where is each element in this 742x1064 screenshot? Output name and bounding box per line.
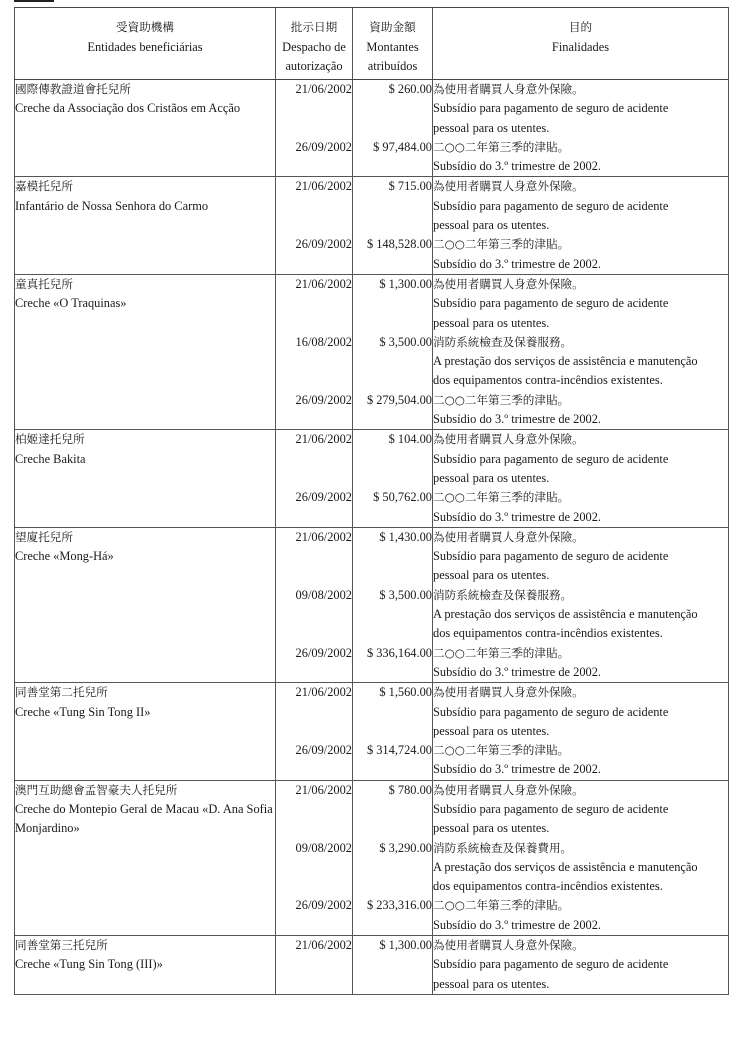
entity-name-pt: Creche da Associação dos Cristãos em Acção <box>15 101 241 116</box>
grant-date: 26/09/2002 <box>295 898 352 913</box>
entity-cell <box>15 527 276 682</box>
purpose-pt: dos equipamentos contra-incêndios existentes. <box>433 879 663 894</box>
grant-date: 26/09/2002 <box>295 743 352 758</box>
entity-cell <box>15 274 276 429</box>
purpose-pt: pessoal para os utentes. <box>433 315 550 330</box>
entity-cell <box>15 936 276 995</box>
table-row <box>15 780 729 935</box>
purpose-pt: Subsídio do 3.º trimestre de 2002. <box>433 917 602 932</box>
amount-cell <box>353 177 433 274</box>
purpose-cell <box>433 683 729 780</box>
entity-cell <box>15 430 276 527</box>
entity-name-zh: 澳門互助總會孟智豪夫人托兒所 <box>15 782 178 797</box>
entity-name-zh: 柏姬達托兒所 <box>15 432 85 447</box>
entity-name-pt: Infantário de Nossa Senhora do Carmo <box>15 198 209 213</box>
grant-amount: $ 314,724.00 <box>366 743 432 758</box>
purpose-zh: 為使用者購買人身意外保險。 <box>433 938 584 953</box>
grant-date: 26/09/2002 <box>295 237 352 252</box>
grant-date: 16/08/2002 <box>295 334 352 349</box>
date-cell <box>276 177 353 274</box>
purpose-zh: 為使用者購買人身意外保險。 <box>433 179 584 194</box>
grant-date: 26/09/2002 <box>295 645 352 660</box>
grant-amount: $ 50,762.00 <box>373 490 432 505</box>
grant-date: 09/08/2002 <box>295 840 352 855</box>
grant-date: 21/06/2002 <box>295 529 352 544</box>
entity-name-zh: 同善堂第三托兒所 <box>15 938 108 953</box>
amount-cell <box>353 780 433 935</box>
purpose-zh: 二○○二年第三季的津貼。 <box>433 898 570 913</box>
entity-cell <box>15 780 276 935</box>
purpose-pt: Subsídio para pagamento de seguro de acidente <box>433 957 669 972</box>
date-cell <box>276 80 353 177</box>
purpose-pt: Subsídio para pagamento de seguro de acidente <box>433 549 669 564</box>
purpose-pt: dos equipamentos contra-incêndios existentes. <box>433 626 663 641</box>
purpose-zh: 二○○二年第三季的津貼。 <box>433 743 570 758</box>
grant-date: 21/06/2002 <box>295 938 352 953</box>
amount-cell <box>353 527 433 682</box>
purpose-pt: Subsídio para pagamento de seguro de acidente <box>433 101 669 116</box>
purpose-zh: 為使用者購買人身意外保險。 <box>433 82 584 96</box>
grant-amount: $ 148,528.00 <box>366 237 432 252</box>
purpose-zh: 消防系統檢查及保養服務。 <box>433 587 573 602</box>
amount-cell <box>353 80 433 177</box>
table-row <box>15 80 729 177</box>
grant-amount: $ 3,290.00 <box>379 840 432 855</box>
table-row <box>15 527 729 682</box>
purpose-pt: Subsídio do 3.º trimestre de 2002. <box>433 664 602 679</box>
purpose-pt: pessoal para os utentes. <box>433 568 550 583</box>
entity-name-pt: Creche «O Traquinas» <box>15 296 127 311</box>
amount-cell <box>353 683 433 780</box>
grant-date: 26/09/2002 <box>295 490 352 505</box>
entity-name-zh: 國際傳教證道會托兒所 <box>15 82 131 96</box>
amount-cell <box>353 430 433 527</box>
purpose-cell <box>433 274 729 429</box>
table-header-row <box>15 8 729 80</box>
purpose-pt: Subsídio do 3.º trimestre de 2002. <box>433 509 602 524</box>
entity-name-zh: 嘉模托兒所 <box>15 179 73 194</box>
date-cell <box>276 430 353 527</box>
purpose-zh: 二○○二年第三季的津貼。 <box>433 645 570 660</box>
grant-date: 21/06/2002 <box>295 685 352 700</box>
entity-name-zh: 望廈托兒所 <box>15 529 73 544</box>
header-date: 批示日期 Despacho de autorização <box>276 8 353 80</box>
entity-cell <box>15 80 276 177</box>
purpose-zh: 消防系統檢查及保養費用。 <box>433 840 573 855</box>
purpose-zh: 為使用者購買人身意外保險。 <box>433 685 584 700</box>
grant-date: 09/08/2002 <box>295 587 352 602</box>
purpose-pt: pessoal para os utentes. <box>433 976 550 991</box>
purpose-pt: Subsídio para pagamento de seguro de acidente <box>433 296 669 311</box>
grant-amount: $ 97,484.00 <box>373 139 432 154</box>
date-cell <box>276 780 353 935</box>
purpose-cell <box>433 780 729 935</box>
header-amount: 資助金額 Montantes atribuídos <box>353 8 433 80</box>
date-cell <box>276 527 353 682</box>
entity-name-pt: Creche Bakita <box>15 451 86 466</box>
table-row <box>15 936 729 995</box>
table-row <box>15 177 729 274</box>
purpose-cell <box>433 936 729 995</box>
purpose-zh: 二○○二年第三季的津貼。 <box>433 392 570 407</box>
grant-amount: $ 279,504.00 <box>366 392 432 407</box>
purpose-cell <box>433 430 729 527</box>
grant-amount: $ 780.00 <box>388 782 432 797</box>
purpose-pt: Subsídio do 3.º trimestre de 2002. <box>433 256 602 271</box>
purpose-cell <box>433 527 729 682</box>
date-cell <box>276 683 353 780</box>
date-cell <box>276 936 353 995</box>
table-row <box>15 430 729 527</box>
table-row <box>15 274 729 429</box>
grant-amount: $ 1,430.00 <box>379 529 432 544</box>
grant-amount: $ 336,164.00 <box>366 645 432 660</box>
purpose-zh: 為使用者購買人身意外保險。 <box>433 432 584 447</box>
purpose-zh: 二○○二年第三季的津貼。 <box>433 139 570 154</box>
header-purpose: 目的 Finalidades <box>433 8 729 80</box>
amount-cell <box>353 274 433 429</box>
entity-name-pt: Creche do Montepio Geral de Macau «D. Ana Sofia Monjardino» <box>15 801 273 836</box>
entity-name-pt: Creche «Tung Sin Tong II» <box>15 704 151 719</box>
entity-cell <box>15 683 276 780</box>
grant-date: 26/09/2002 <box>295 392 352 407</box>
amount-cell <box>353 936 433 995</box>
grant-amount: $ 3,500.00 <box>379 334 432 349</box>
purpose-zh: 二○○二年第三季的津貼。 <box>433 490 570 505</box>
grant-date: 21/06/2002 <box>295 82 352 96</box>
purpose-pt: A prestação dos serviços de assistência e manutenção <box>433 859 698 874</box>
grant-amount: $ 1,300.00 <box>379 276 432 291</box>
purpose-zh: 為使用者購買人身意外保險。 <box>433 529 584 544</box>
purpose-zh: 為使用者購買人身意外保險。 <box>433 782 584 797</box>
purpose-pt: Subsídio do 3.º trimestre de 2002. <box>433 412 602 427</box>
entity-cell <box>15 177 276 274</box>
purpose-pt: Subsídio para pagamento de seguro de acidente <box>433 704 669 719</box>
grants-table <box>14 7 729 995</box>
header-entity: 受資助機構 Entidades beneficiárias <box>15 8 276 80</box>
purpose-pt: A prestação dos serviços de assistência e manutenção <box>433 354 698 369</box>
grant-date: 21/06/2002 <box>295 432 352 447</box>
entity-name-zh: 童真托兒所 <box>15 276 73 291</box>
purpose-pt: Subsídio para pagamento de seguro de acidente <box>433 451 669 466</box>
purpose-pt: Subsídio do 3.º trimestre de 2002. <box>433 159 602 174</box>
grant-amount: $ 1,560.00 <box>379 685 432 700</box>
purpose-pt: Subsídio para pagamento de seguro de acidente <box>433 801 669 816</box>
grant-amount: $ 1,300.00 <box>379 938 432 953</box>
purpose-zh: 為使用者購買人身意外保險。 <box>433 276 584 291</box>
purpose-pt: pessoal para os utentes. <box>433 821 550 836</box>
purpose-pt: pessoal para os utentes. <box>433 723 550 738</box>
grant-date: 21/06/2002 <box>295 179 352 194</box>
purpose-pt: Subsídio do 3.º trimestre de 2002. <box>433 762 602 777</box>
purpose-pt: pessoal para os utentes. <box>433 218 550 233</box>
grant-amount: $ 260.00 <box>388 82 432 96</box>
purpose-pt: A prestação dos serviços de assistência e manutenção <box>433 607 698 622</box>
grant-amount: $ 233,316.00 <box>366 898 432 913</box>
grant-amount: $ 3,500.00 <box>379 587 432 602</box>
date-cell <box>276 274 353 429</box>
grant-amount: $ 104.00 <box>388 432 432 447</box>
grant-date: 26/09/2002 <box>295 139 352 154</box>
purpose-pt: dos equipamentos contra-incêndios existentes. <box>433 373 663 388</box>
purpose-zh: 二○○二年第三季的津貼。 <box>433 237 570 252</box>
entity-name-pt: Creche «Mong-Há» <box>15 549 114 564</box>
purpose-zh: 消防系統檢查及保養服務。 <box>433 334 573 349</box>
entity-name-zh: 同善堂第二托兒所 <box>15 685 108 700</box>
purpose-pt: pessoal para os utentes. <box>433 120 550 135</box>
table-row <box>15 683 729 780</box>
top-rule <box>14 0 54 2</box>
purpose-cell <box>433 177 729 274</box>
grant-amount: $ 715.00 <box>388 179 432 194</box>
purpose-pt: pessoal para os utentes. <box>433 470 550 485</box>
purpose-pt: Subsídio para pagamento de seguro de acidente <box>433 198 669 213</box>
purpose-cell <box>433 80 729 177</box>
grant-date: 21/06/2002 <box>295 276 352 291</box>
grant-date: 21/06/2002 <box>295 782 352 797</box>
entity-name-pt: Creche «Tung Sin Tong (III)» <box>15 957 163 972</box>
